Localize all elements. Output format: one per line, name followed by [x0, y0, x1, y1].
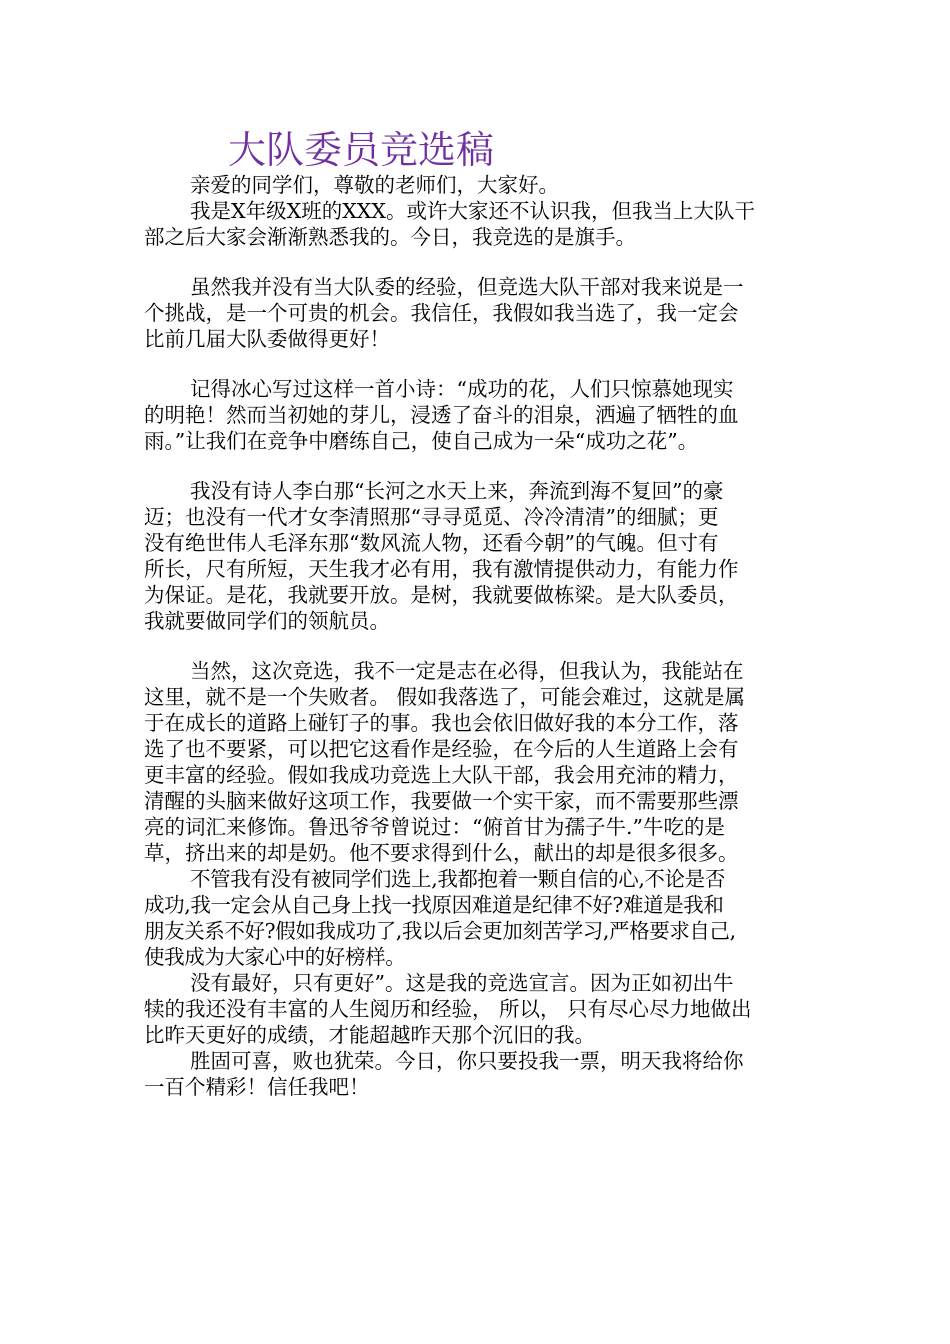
text-line: 的明艳！然而当初她的芽儿，浸透了奋斗的泪泉，洒遍了牺牲的血 [144, 403, 739, 427]
paragraph-poem [144, 376, 816, 454]
text-line: 没有最好，只有更好”。这是我的竞选宣言。因为正如初出牛 [190, 971, 734, 995]
text-line: 所长，尺有所短，天生我才必有用，我有激情提供动力，有能力作 [144, 557, 739, 581]
text-line: 于在成长的道路上碰钉子的事。我也会依旧做好我的本分工作，落 [144, 711, 739, 735]
text-line: 犊的我还没有丰富的人生阅历和经验， 所以， 只有尽心尽力地做出 [144, 997, 752, 1021]
text-line: 记得冰心写过这样一首小诗：“成功的花，人们只惊慕她现实 [190, 377, 734, 401]
text-line: 没有绝世伟人毛泽东那“数风流人物，还看今朝”的气魄。但寸有 [144, 531, 719, 555]
paragraph-introduction [144, 198, 816, 250]
text-line: 比昨天更好的成绩，才能超越昨天那个沉旧的我。 [144, 1023, 595, 1047]
text-line: 使我成为大家心中的好榜样。 [144, 945, 406, 969]
text-line: 亮的词汇来修饰。鲁迅爷爷曾说过：“俯首甘为孺子牛.”牛吃的是 [144, 815, 725, 839]
paragraph-declaration [144, 970, 816, 1048]
text-line: 比前几届大队委做得更好！ [144, 327, 390, 351]
document-title: 大队委员竞选稿 [228, 128, 495, 172]
text-line: 朋友关系不好?假如我成功了,我以后会更加刻苦学习,严格要求自己, [144, 919, 736, 943]
text-line: 亲爱的同学们，尊敬的老师们，大家好。 [190, 173, 559, 197]
paragraph-closing [144, 1048, 816, 1100]
text-line: 不管我有没有被同学们选上,我都抱着一颗自信的心,不论是否 [190, 867, 725, 891]
text-line: 成功,我一定会从自己身上找一找原因难道是纪律不好?难道是我和 [144, 893, 724, 917]
text-line: 为保证。是花，我就要开放。是树，我就要做栋梁。是大队委员， [144, 583, 739, 607]
text-line: 一百个精彩！信任我吧！ [144, 1075, 370, 1099]
text-line: 这里，就不是一个失败者。 假如我落选了，可能会难过，这就是属 [144, 685, 746, 709]
text-line: 我是X年级X班的XXX。或许大家还不认识我，但我当上大队干 [190, 199, 755, 223]
text-line: 选了也不要紧，可以把它这看作是经验，在今后的人生道路上会有 [144, 737, 739, 761]
text-line: 个挑战，是一个可贵的机会。我信任，我假如我当选了，我一定会 [144, 301, 739, 325]
paragraph-greeting [144, 172, 816, 198]
text-line: 当然，这次竞选，我不一定是志在必得，但我认为，我能站在 [190, 659, 744, 683]
text-line: 虽然我并没有当大队委的经验，但竞选大队干部对我来说是一 [190, 275, 744, 299]
paragraph-outcome [144, 658, 816, 866]
text-line: 更丰富的经验。假如我成功竞选上大队干部，我会用充沛的精力， [144, 763, 739, 787]
paragraph-ambition [144, 478, 816, 634]
text-line: 迈；也没有一代才女李清照那“寻寻觅觅、冷冷清清”的细腻；更 [144, 505, 719, 529]
text-line: 胜固可喜，败也犹荣。今日，你只要投我一票，明天我将给你 [190, 1049, 744, 1073]
text-line: 我没有诗人李白那“长河之水天上来，奔流到海不复回”的豪 [190, 479, 724, 503]
paragraph-confidence [144, 866, 816, 970]
text-line: 我就要做同学们的领航员。 [144, 609, 390, 633]
text-line: 清醒的头脑来做好这项工作，我要做一个实干家，而不需要那些漂 [144, 789, 739, 813]
text-line: 草，挤出来的却是奶。他不要求得到什么，献出的却是很多很多。 [144, 841, 739, 865]
document-body [144, 172, 816, 1100]
text-line: 雨。”让我们在竞争中磨练自己，使自己成为一朵“成功之花”。 [144, 429, 699, 453]
text-line: 部之后大家会渐渐熟悉我的。今日，我竞选的是旗手。 [144, 225, 636, 249]
paragraph-challenge [144, 274, 816, 352]
